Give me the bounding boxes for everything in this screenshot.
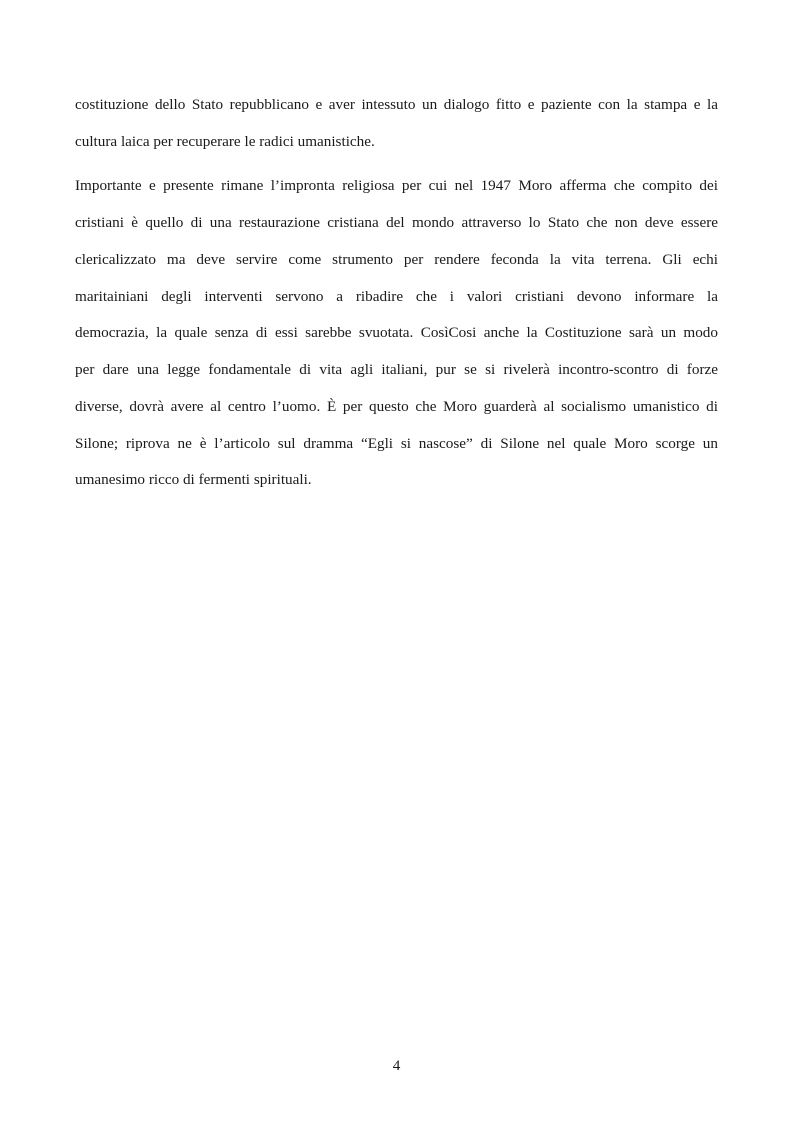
text-line: maritainiani degli interventi servono a ribadire che i valori cristiani devono informare la — [75, 288, 718, 305]
text-line: democrazia, la quale senza di essi sarebbe svuotata. CosìCosi anche la Costituzione sarà un modo — [75, 324, 718, 341]
text-line: diverse, dovrà avere al centro l’uomo. È per questo che Moro guarderà al socialismo umanistico di — [75, 398, 718, 415]
text-line: clericalizzato ma deve servire come strumento per rendere feconda la vita terrena. Gli echi — [75, 251, 718, 268]
text-line: Silone; riprova ne è l’articolo sul dramma “Egli si nascose” di Silone nel quale Moro scorge un — [75, 435, 718, 452]
text-line: per dare una legge fondamentale di vita agli italiani, pur se si rivelerà incontro-scontro di forze — [75, 361, 718, 378]
text-line: umanesimo ricco di fermenti spirituali. — [75, 471, 312, 488]
page-number: 4 — [392, 1057, 401, 1074]
text-line: cultura laica per recuperare le radici umanistiche. — [75, 133, 375, 150]
text-line: Importante e presente rimane l’impronta religiosa per cui nel 1947 Moro afferma che compito dei — [75, 177, 718, 194]
text-line: costituzione dello Stato repubblicano e aver intessuto un dialogo fitto e paziente con la stampa e la — [75, 96, 718, 113]
text-line: cristiani è quello di una restaurazione cristiana del mondo attraverso lo Stato che non deve essere — [75, 214, 718, 231]
